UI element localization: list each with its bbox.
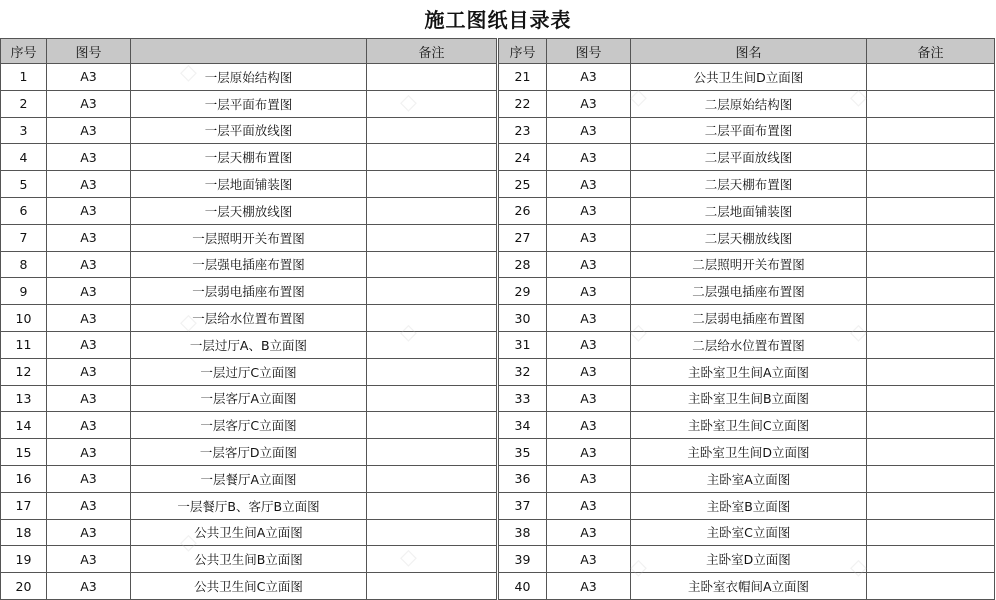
cell-drawing-name-left: 一层过厅C立面图 [131,358,367,385]
cell-drawing-no-left: A3 [47,224,131,251]
cell-remark-right [867,305,995,332]
cell-seq-right: 23 [499,117,547,144]
cell-drawing-name-left: 一层餐厅B、客厅B立面图 [131,492,367,519]
header-drawing-name-left [131,39,367,64]
cell-remark-right [867,412,995,439]
cell-drawing-name-left: 公共卫生间B立面图 [131,546,367,573]
cell-seq-right: 28 [499,251,547,278]
cell-seq-left: 17 [1,492,47,519]
cell-remark-right [867,144,995,171]
cell-seq-left: 18 [1,519,47,546]
cell-seq-left: 12 [1,358,47,385]
cell-remark-right [867,251,995,278]
cell-drawing-name-right: 二层天棚放线图 [631,224,867,251]
cell-remark-right [867,465,995,492]
table-row [1,251,995,278]
cell-remark-left [367,90,497,117]
cell-drawing-no-left: A3 [47,117,131,144]
cell-drawing-name-left: 一层强电插座布置图 [131,251,367,278]
watermark-mark: ◇ [630,320,647,345]
cell-drawing-name-right: 主卧室C立面图 [631,519,867,546]
cell-seq-right: 36 [499,465,547,492]
cell-remark-left [367,385,497,412]
cell-drawing-no-right: A3 [547,519,631,546]
cell-drawing-name-right: 公共卫生间D立面图 [631,64,867,91]
cell-drawing-no-right: A3 [547,573,631,600]
table-row [1,197,995,224]
cell-drawing-no-left: A3 [47,251,131,278]
table-row [1,465,995,492]
cell-seq-right: 37 [499,492,547,519]
table-row [1,385,995,412]
cell-seq-left: 19 [1,546,47,573]
header-seq-right: 序号 [499,39,547,64]
cell-seq-right: 24 [499,144,547,171]
cell-drawing-no-right: A3 [547,197,631,224]
cell-drawing-no-right: A3 [547,251,631,278]
cell-remark-right [867,385,995,412]
cell-drawing-name-right: 二层平面布置图 [631,117,867,144]
cell-drawing-name-left: 一层地面铺装图 [131,171,367,198]
cell-remark-left [367,439,497,466]
cell-drawing-no-left: A3 [47,358,131,385]
cell-drawing-name-right: 主卧室卫生间A立面图 [631,358,867,385]
table-row [1,144,995,171]
header-row [1,39,995,64]
cell-drawing-no-right: A3 [547,171,631,198]
watermark-mark: ◇ [400,90,417,115]
cell-drawing-name-right: 二层弱电插座布置图 [631,305,867,332]
cell-drawing-no-left: A3 [47,197,131,224]
cell-seq-right: 21 [499,64,547,91]
table-row [1,331,995,358]
cell-seq-left: 8 [1,251,47,278]
table-row [1,171,995,198]
cell-drawing-no-left: A3 [47,492,131,519]
cell-remark-right [867,492,995,519]
cell-seq-right: 32 [499,358,547,385]
header-drawing-no-left: 图号 [47,39,131,64]
cell-remark-left [367,519,497,546]
cell-drawing-no-left: A3 [47,331,131,358]
cell-drawing-name-left: 一层原始结构图 [131,64,367,91]
cell-seq-left: 2 [1,90,47,117]
cell-drawing-name-right: 二层原始结构图 [631,90,867,117]
cell-remark-right [867,117,995,144]
cell-seq-left: 1 [1,64,47,91]
cell-drawing-no-right: A3 [547,278,631,305]
cell-remark-left [367,305,497,332]
cell-drawing-name-left: 一层弱电插座布置图 [131,278,367,305]
cell-drawing-no-right: A3 [547,492,631,519]
cell-seq-right: 40 [499,573,547,600]
cell-drawing-name-left: 一层客厅A立面图 [131,385,367,412]
cell-seq-left: 5 [1,171,47,198]
cell-remark-right [867,64,995,91]
cell-seq-right: 39 [499,546,547,573]
cell-drawing-name-left: 一层客厅C立面图 [131,412,367,439]
cell-seq-right: 30 [499,305,547,332]
table-row [1,439,995,466]
cell-drawing-no-right: A3 [547,144,631,171]
cell-remark-right [867,519,995,546]
cell-drawing-name-left: 一层给水位置布置图 [131,305,367,332]
cell-drawing-name-right: 主卧室卫生间D立面图 [631,439,867,466]
cell-seq-left: 9 [1,278,47,305]
cell-seq-right: 34 [499,412,547,439]
header-drawing-name-right: 图名 [631,39,867,64]
cell-drawing-name-right: 二层给水位置布置图 [631,331,867,358]
cell-seq-left: 3 [1,117,47,144]
cell-drawing-no-left: A3 [47,439,131,466]
watermark-mark: ◇ [400,320,417,345]
cell-drawing-name-left: 一层客厅D立面图 [131,439,367,466]
cell-seq-right: 26 [499,197,547,224]
cell-drawing-name-left: 一层餐厅A立面图 [131,465,367,492]
cell-drawing-name-right: 主卧室B立面图 [631,492,867,519]
cell-drawing-name-left: 一层天棚布置图 [131,144,367,171]
cell-drawing-no-right: A3 [547,331,631,358]
cell-remark-left [367,465,497,492]
cell-drawing-no-left: A3 [47,278,131,305]
table-row [1,90,995,117]
cell-seq-right: 33 [499,385,547,412]
cell-remark-left [367,64,497,91]
watermark-mark: ◇ [850,85,867,110]
table-row [1,573,995,600]
cell-remark-right [867,197,995,224]
cell-drawing-no-left: A3 [47,546,131,573]
cell-drawing-no-right: A3 [547,117,631,144]
watermark-mark: ◇ [630,85,647,110]
cell-remark-left [367,144,497,171]
watermark-mark: ◇ [850,555,867,580]
cell-drawing-no-right: A3 [547,224,631,251]
cell-seq-right: 35 [499,439,547,466]
cell-seq-left: 11 [1,331,47,358]
table-row [1,305,995,332]
cell-drawing-name-right: 二层天棚布置图 [631,171,867,198]
cell-remark-left [367,546,497,573]
cell-remark-right [867,224,995,251]
cell-drawing-name-right: 主卧室D立面图 [631,546,867,573]
cell-seq-left: 6 [1,197,47,224]
header-drawing-no-right: 图号 [547,39,631,64]
cell-drawing-no-right: A3 [547,385,631,412]
cell-drawing-no-left: A3 [47,144,131,171]
cell-remark-left [367,224,497,251]
header-remark-left: 备注 [367,39,497,64]
cell-remark-right [867,358,995,385]
cell-seq-left: 16 [1,465,47,492]
cell-drawing-no-right: A3 [547,546,631,573]
cell-remark-right [867,278,995,305]
cell-seq-left: 14 [1,412,47,439]
cell-seq-right: 25 [499,171,547,198]
watermark-mark: ◇ [630,555,647,580]
cell-drawing-no-left: A3 [47,305,131,332]
table-row [1,492,995,519]
drawing-directory-table [0,38,995,600]
cell-seq-right: 27 [499,224,547,251]
cell-remark-left [367,573,497,600]
cell-drawing-name-left: 公共卫生间C立面图 [131,573,367,600]
cell-seq-left: 10 [1,305,47,332]
cell-drawing-no-right: A3 [547,465,631,492]
cell-remark-right [867,439,995,466]
table-row [1,519,995,546]
table-row [1,358,995,385]
cell-remark-left [367,117,497,144]
page-title: 施工图纸目录表 [424,8,572,32]
cell-seq-left: 13 [1,385,47,412]
table-row [1,412,995,439]
cell-drawing-name-left: 一层过厅A、B立面图 [131,331,367,358]
cell-remark-right [867,573,995,600]
cell-seq-right: 31 [499,331,547,358]
cell-drawing-no-right: A3 [547,305,631,332]
table-row [1,546,995,573]
cell-drawing-name-left: 一层平面放线图 [131,117,367,144]
table-row [1,117,995,144]
cell-remark-right [867,331,995,358]
watermark-mark: ◇ [180,530,197,555]
cell-drawing-no-right: A3 [547,64,631,91]
cell-drawing-no-left: A3 [47,573,131,600]
cell-remark-right [867,171,995,198]
cell-remark-left [367,492,497,519]
cell-drawing-name-right: 二层地面铺装图 [631,197,867,224]
cell-remark-left [367,331,497,358]
cell-drawing-name-left: 一层平面布置图 [131,90,367,117]
table-row [1,64,995,91]
table-row [1,278,995,305]
watermark-mark: ◇ [180,310,197,335]
cell-drawing-no-left: A3 [47,385,131,412]
cell-drawing-no-right: A3 [547,90,631,117]
cell-drawing-no-left: A3 [47,64,131,91]
cell-remark-left [367,251,497,278]
cell-drawing-name-right: 二层平面放线图 [631,144,867,171]
cell-drawing-name-right: 主卧室卫生间C立面图 [631,412,867,439]
cell-seq-left: 4 [1,144,47,171]
cell-drawing-name-right: 主卧室卫生间B立面图 [631,385,867,412]
cell-remark-left [367,278,497,305]
cell-remark-left [367,358,497,385]
cell-drawing-no-left: A3 [47,90,131,117]
cell-drawing-name-right: 主卧室衣帽间A立面图 [631,573,867,600]
watermark-mark: ◇ [850,320,867,345]
cell-remark-left [367,197,497,224]
cell-remark-right [867,546,995,573]
cell-seq-left: 7 [1,224,47,251]
table-row [1,224,995,251]
cell-drawing-name-left: 一层天棚放线图 [131,197,367,224]
cell-seq-left: 15 [1,439,47,466]
cell-drawing-name-left: 一层照明开关布置图 [131,224,367,251]
cell-drawing-name-left: 公共卫生间A立面图 [131,519,367,546]
cell-seq-right: 29 [499,278,547,305]
cell-drawing-no-right: A3 [547,439,631,466]
cell-remark-left [367,171,497,198]
cell-drawing-no-left: A3 [47,519,131,546]
cell-drawing-name-right: 二层照明开关布置图 [631,251,867,278]
header-seq-left: 序号 [1,39,47,64]
watermark-mark: ◇ [400,545,417,570]
cell-drawing-name-right: 主卧室A立面图 [631,465,867,492]
cell-drawing-no-left: A3 [47,412,131,439]
cell-remark-left [367,412,497,439]
cell-drawing-name-right: 二层强电插座布置图 [631,278,867,305]
cell-drawing-no-left: A3 [47,465,131,492]
cell-drawing-no-right: A3 [547,358,631,385]
cell-seq-right: 22 [499,90,547,117]
cell-seq-left: 20 [1,573,47,600]
cell-seq-right: 38 [499,519,547,546]
cell-drawing-no-left: A3 [47,171,131,198]
watermark-mark: ◇ [180,60,197,85]
header-remark-right: 备注 [867,39,995,64]
cell-drawing-no-right: A3 [547,412,631,439]
cell-remark-right [867,90,995,117]
